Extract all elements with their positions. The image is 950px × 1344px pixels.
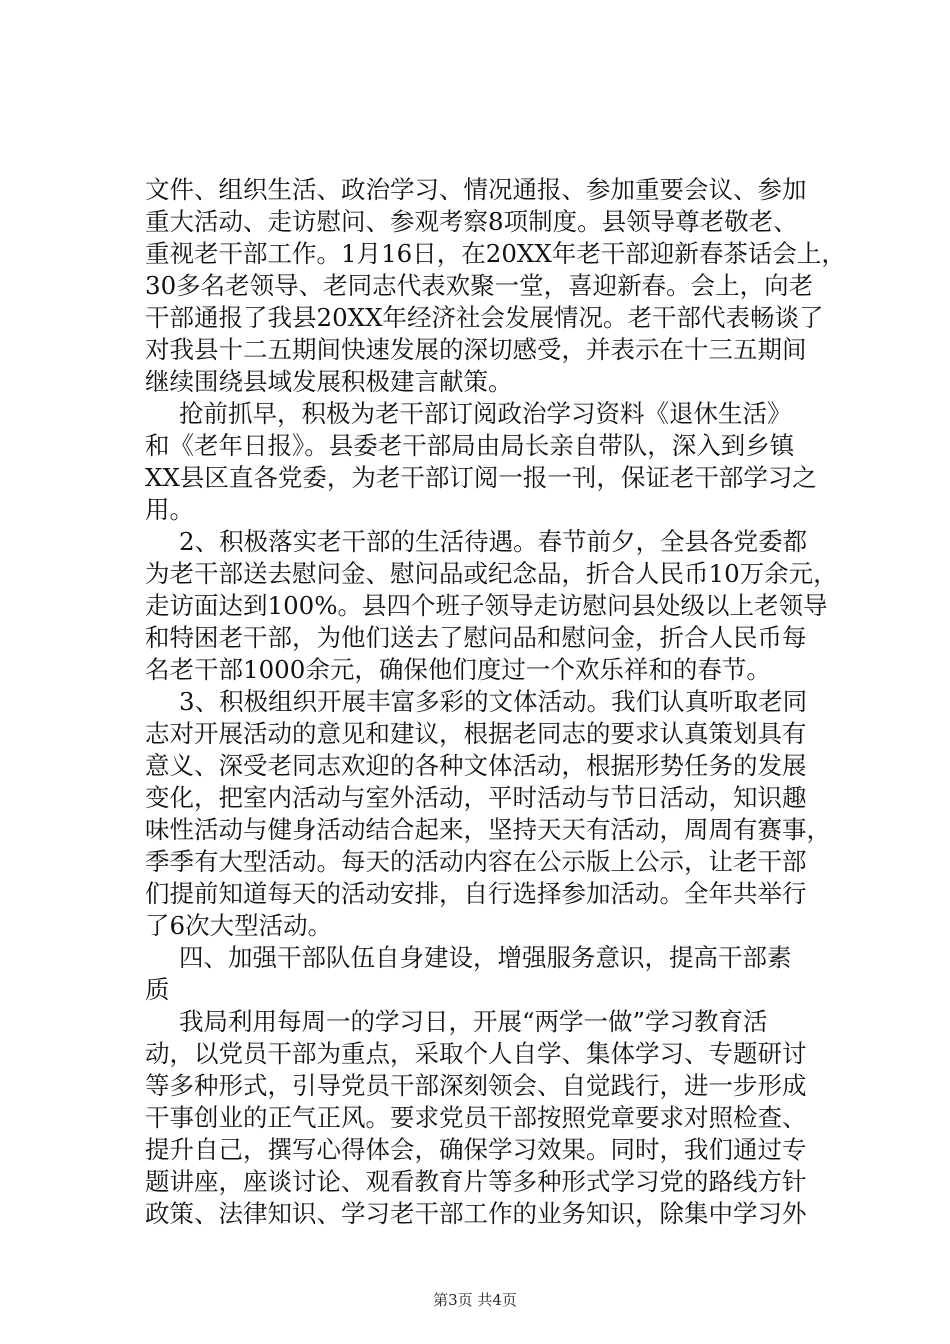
text-line: 为老干部送去慰问金、慰问品或纪念品，折合人民币10万余元， xyxy=(145,559,838,588)
section-heading-line: 质 xyxy=(145,975,170,1004)
text-line: 用。 xyxy=(145,495,194,524)
text-line: 变化，把室内活动与室外活动，平时活动与节日活动，知识趣 xyxy=(145,783,807,812)
page-number-label: 第3页 共4页 xyxy=(433,1291,517,1309)
text-line: 重大活动、走访慰问、参观考察8项制度。县领导尊老敬老、 xyxy=(145,207,798,236)
document-body xyxy=(145,174,846,1230)
paragraph-start-line: 抢前抓早，积极为老干部订阅政治学习资料《退休生活》 xyxy=(179,399,792,428)
text-line: 提升自己，撰写心得体会，确保学习效果。同时，我们通过专 xyxy=(145,1135,807,1164)
paragraph-start-line: 3、积极组织开展丰富多彩的文体活动。我们认真听取老同 xyxy=(179,687,808,716)
text-line: 了6次大型活动。 xyxy=(145,911,333,940)
text-line: 重视老干部工作。1月16日，在20XX年老干部迎新春茶话会上， xyxy=(145,239,846,268)
text-line: 们提前知道每天的活动安排，自行选择参加活动。全年共举行 xyxy=(145,879,807,908)
text-line: 和《老年日报》。县委老干部局由局长亲自带队，深入到乡镇 xyxy=(145,431,795,460)
text-line: 和特困老干部，为他们送去了慰问品和慰问金，折合人民币每 xyxy=(145,623,807,652)
section-heading-line: 四、加强干部队伍自身建设，增强服务意识，提高干部素 xyxy=(179,943,792,972)
text-line: 志对开展活动的意见和建议，根据老同志的要求认真策划具有 xyxy=(145,719,807,748)
text-line: 题讲座，座谈讨论、观看教育片等多种形式学习党的路线方针 xyxy=(145,1167,807,1196)
text-line: 名老干部1000余元，确保他们度过一个欢乐祥和的春节。 xyxy=(145,655,771,684)
text-line: 动，以党员干部为重点，采取个人自学、集体学习、专题研讨 xyxy=(145,1039,807,1068)
text-line: XX县区直各党委，为老干部订阅一报一刊，保证老干部学习之 xyxy=(145,463,817,492)
text-line: 对我县十二五期间快速发展的深切感受，并表示在十三五期间 xyxy=(145,335,807,364)
text-line: 走访面达到100%。县四个班子领导走访慰问县处级以上老领导 xyxy=(145,591,828,620)
text-line: 30多名老领导、老同志代表欢聚一堂，喜迎新春。会上，向老 xyxy=(145,271,814,300)
page-footer xyxy=(0,1290,950,1310)
text-line: 味性活动与健身活动结合起来，坚持天天有活动，周周有赛事， xyxy=(145,815,831,844)
text-line: 干事创业的正气正风。要求党员干部按照党章要求对照检查、 xyxy=(145,1103,807,1132)
text-line: 等多种形式，引导党员干部深刻领会、自觉践行，进一步形成 xyxy=(145,1071,807,1100)
text-line: 干部通报了我县20XX年经济社会发展情况。老干部代表畅谈了 xyxy=(145,303,824,332)
paragraph-start-line: 我局利用每周一的学习日，开展“两学一做”学习教育活 xyxy=(179,1007,768,1036)
text-line: 文件、组织生活、政治学习、情况通报、参加重要会议、参加 xyxy=(145,175,807,204)
text-line: 政策、法律知识、学习老干部工作的业务知识，除集中学习外 xyxy=(145,1199,807,1228)
paragraph-start-line: 2、积极落实老干部的生活待遇。春节前夕，全县各党委都 xyxy=(179,527,808,556)
text-line: 继续围绕县域发展积极建言献策。 xyxy=(145,367,513,396)
text-line: 季季有大型活动。每天的活动内容在公示版上公示，让老干部 xyxy=(145,847,807,876)
text-line: 意义、深受老同志欢迎的各种文体活动，根据形势任务的发展 xyxy=(145,751,807,780)
